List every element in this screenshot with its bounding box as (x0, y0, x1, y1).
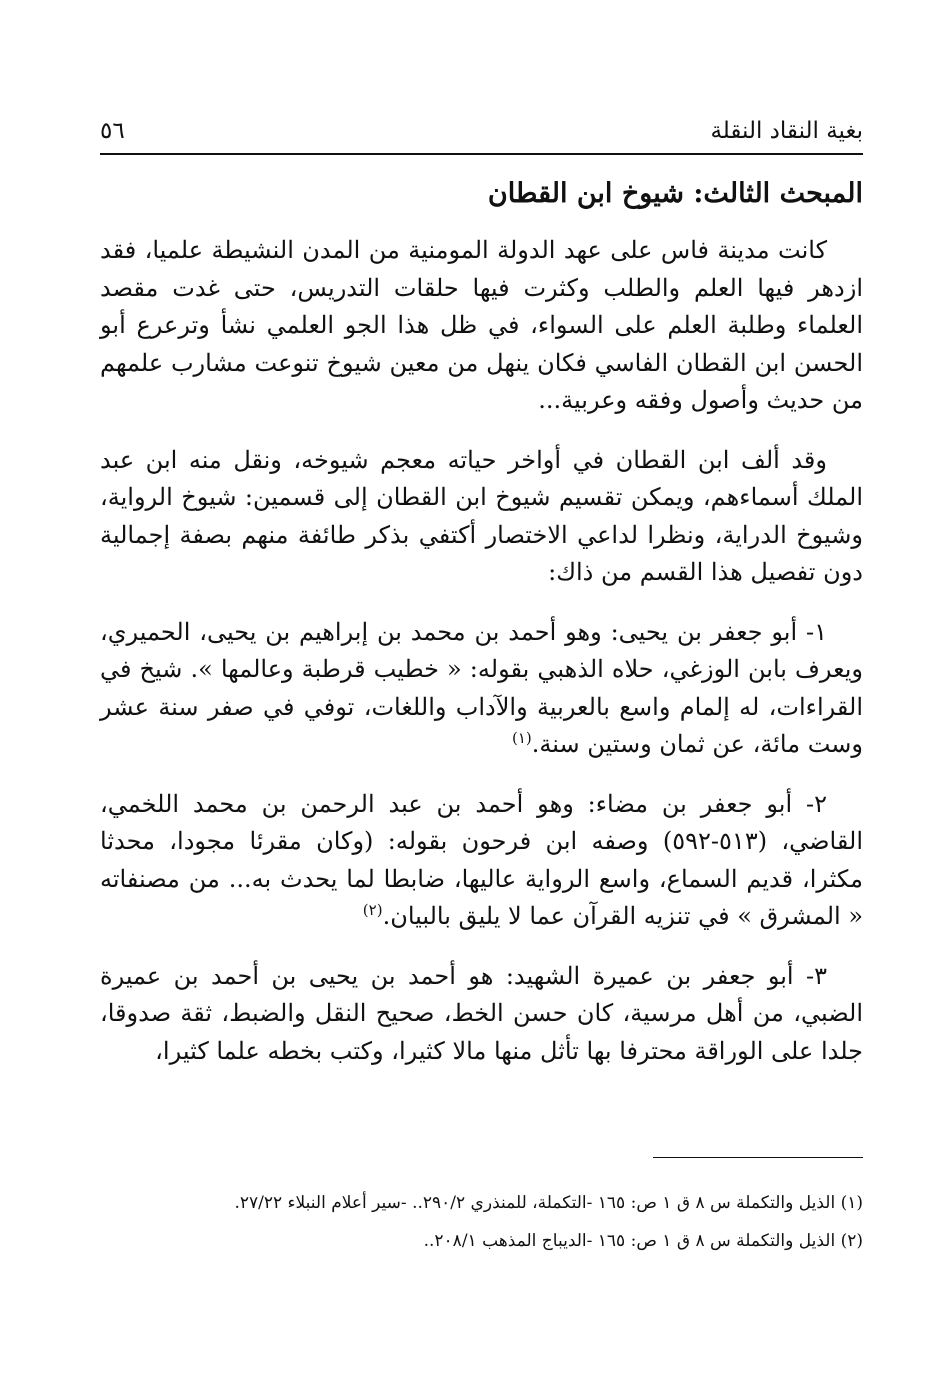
shuyukh-overview-paragraph: وقد ألف ابن القطان في أواخر حياته معجم شيوخه، ونقل منه ابن عبد الملك أسماءهم، ويمكن تقسيم شيوخ ابن القطان إلى قسمين: شيوخ الرواية، وشيوخ الدراية، ونظرا لداعي الاختصار أكتفي بذكر طائفة منهم بصفة إجمالية دون تفصيل هذا القسم من ذاك: (100, 445, 863, 586)
page-number: ٥٦ (100, 118, 125, 144)
header-divider (100, 153, 863, 155)
book-page (100, 0, 863, 1388)
intro-paragraph: كانت مدينة فاس على عهد الدولة المومنية من المدن النشيطة علميا، فقد ازدهر فيها العلم والطلب وكثرت فيها حلقات التدريس، حتى غدت مقصد العلماء وطلبة العلم على السواء، في ظل هذا الجو العلمي نشأ وترعرع أبو الحسن ابن القطان الفاسي فكان ينهل من معين شيوخ تنوعت مشارب علمهم من حديث وأصول وفقه وعربية... (100, 236, 863, 414)
footnote-divider (653, 1157, 863, 1158)
section-title: المبحث الثالث: شيوخ ابن القطان (487, 178, 863, 209)
entry-item (100, 786, 863, 936)
running-title: بغية النقاد النقلة (710, 118, 863, 144)
footnote-reference[interactable]: (٢) (362, 901, 383, 919)
entry-text: ٢- أبو جعفر بن مضاء: وهو أحمد بن عبد الرحمن بن محمد اللخمي، القاضي، (٥١٣-٥٩٢) وصفه ابن فرحون بقوله: (وكان مقرئا مجودا، محدثا مكثرا، قديم السماع، واسع الرواية عاليها، ضابطا لما يحدث به... من مصنفاته « المشرق » في تنزيه القرآن عما لا يليق بالبيان. (100, 789, 863, 930)
footnote: (٢) الذيل والتكملة س ٨ ق ١ ص: ١٦٥ -الديباج المذهب ٢٠٨/١.. (423, 1231, 863, 1251)
entry-item (100, 958, 863, 1071)
footnote: (١) الذيل والتكملة س ٨ ق ١ ص: ١٦٥ -التكملة، للمنذري ٢٩٠/٢.. -سير أعلام النبلاء ٢٧/٢٢. (234, 1193, 863, 1213)
entry-text: ١- أبو جعفر بن يحيى: وهو أحمد بن محمد بن إبراهيم بن يحيى، الحميري، ويعرف بابن الوزغي، حلاه الذهبي بقوله: « خطيب قرطبة وعالمها ». شيخ في القراءات، له إلمام واسع بالعربية والآداب واللغات، توفي في صفر سنة عشر وست مائة، عن ثمان وستين سنة. (100, 617, 863, 758)
body-text (100, 232, 863, 1092)
footnote-reference[interactable]: (١) (511, 729, 532, 747)
entry-item (100, 614, 863, 764)
footnotes (100, 1188, 863, 1264)
entry-text: ٣- أبو جعفر بن عميرة الشهيد: هو أحمد بن يحيى بن أحمد بن عميرة الضبي، من أهل مرسية، كان حسن الخط، صحيح النقل والضبط، ثقة صدوقا، جلدا على الوراقة محترفا بها تأثل منها مالا كثيرا، وكتب بخطه علما كثيرا، (100, 961, 863, 1065)
running-header (100, 104, 863, 144)
